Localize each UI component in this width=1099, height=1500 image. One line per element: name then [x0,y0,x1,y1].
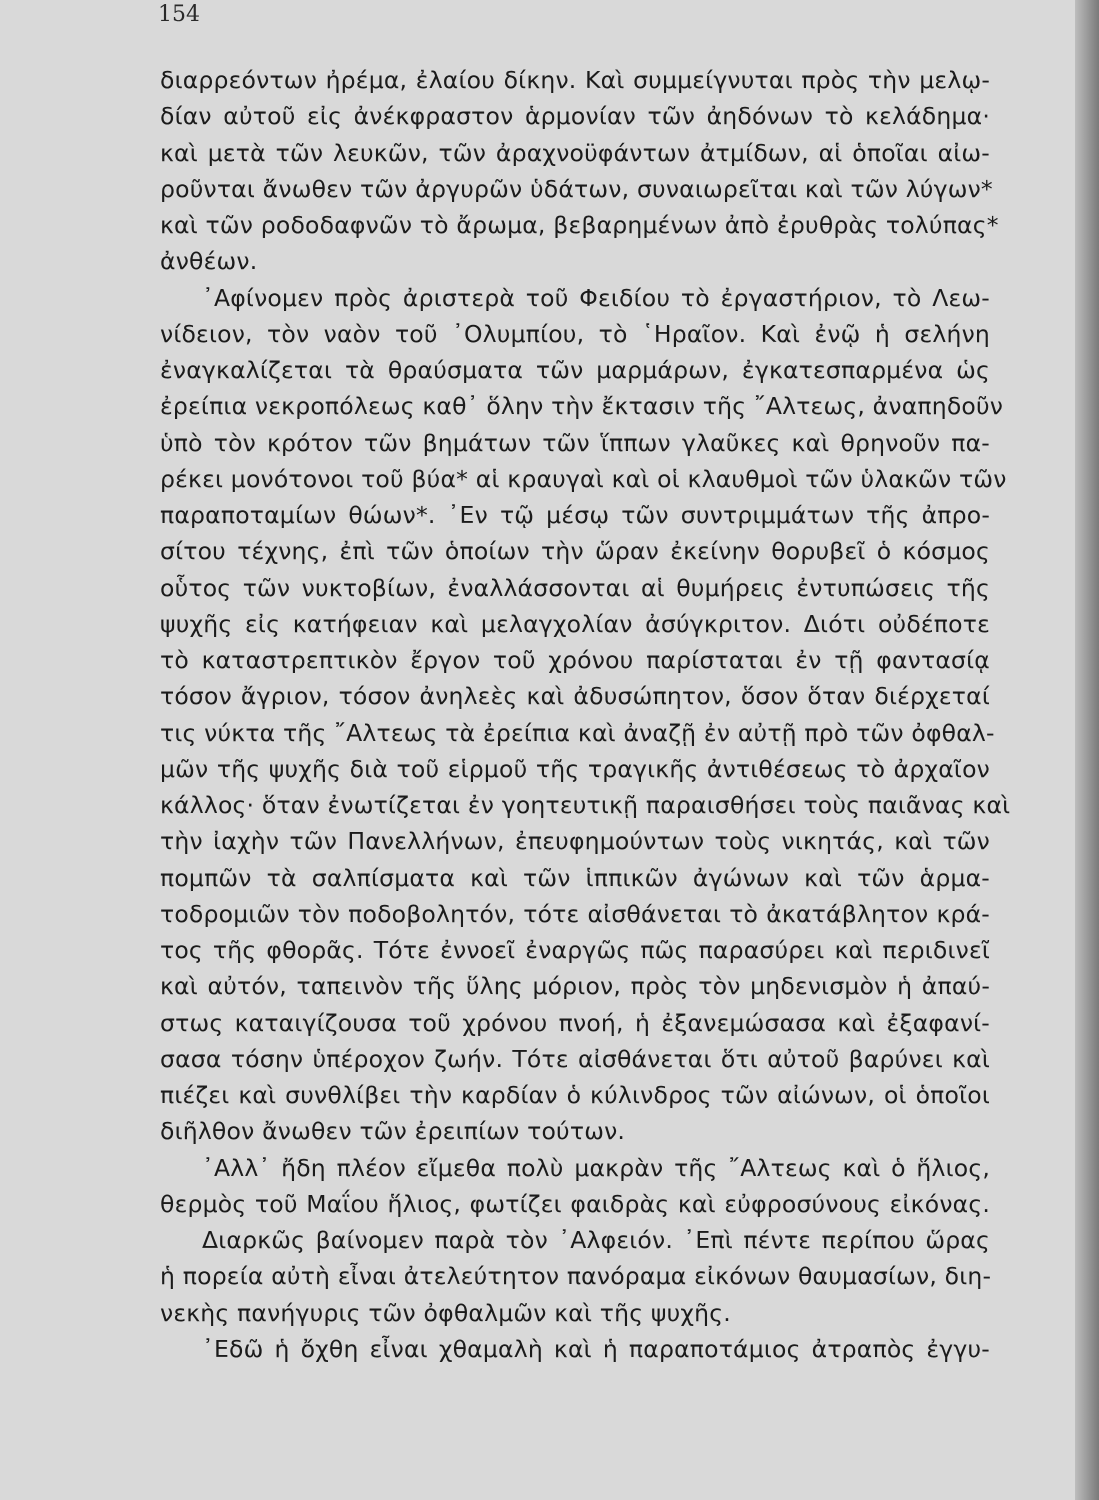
text-line: Διαρκῶς βαίνομεν παρὰ τὸν ᾿Αλφειόν. ᾿Επὶ πέντε περίπου ὥρας [202,1226,990,1254]
text-line: ᾿Εδῶ ἡ ὄχθη εἶναι χθαμαλὴ καὶ ἡ παραποτάμιος ἀτραπὸς ἐγγυ- [202,1334,990,1363]
text-line: διαρρεόντων ἠρέμα, ἐλαίου δίκην. Καὶ συμμείγνυται πρὸς τὴν μελῳ- [160,66,990,94]
text-line: τοδρομιῶν τὸν ποδοβολητόν, τότε αἰσθάνεται τὸ ἀκατάβλητον κρά- [160,899,990,928]
text-line: ἐναγκαλίζεται τὰ θραύσματα τῶν μαρμάρων, ἐγκατεσπαρμένα ὡς [160,356,990,384]
text-line: διῆλθον ἄνωθεν τῶν ἐρειπίων τούτων. [160,1117,626,1146]
text-line: πομπῶν τὰ σαλπίσματα καὶ τῶν ἱππικῶν ἀγώνων καὶ τῶν ἁρμα- [160,863,990,892]
text-line: νεκὴς πανήγυρις τῶν ὀφθαλμῶν καὶ τῆς ψυχῆς. [160,1298,731,1327]
page-edge-shadow [1075,0,1099,1500]
text-line: ὑπὸ τὸν κρότον τῶν βημάτων τῶν ἵππων γλαῦκες καὶ θρηνοῦν πα- [160,428,990,457]
text-line: σίτου τέχνης, ἐπὶ τῶν ὁποίων τὴν ὥραν ἐκείνην θορυβεῖ ὁ κόσμος [160,537,990,566]
text-line: ροῦνται ἄνωθεν τῶν ἀργυρῶν ὑδάτων, συναιωρεῖται καὶ τῶν λύγων* [160,174,993,203]
text-line: τος τῆς φθορᾶς. Τότε ἐννοεῖ ἐναργῶς πῶς παρασύρει καὶ περιδινεῖ [160,936,990,964]
text-line: τις νύκτα τῆς ῎Αλτεως τὰ ἐρείπια καὶ ἀναζῇ ἐν αὐτῇ πρὸ τῶν ὀφθαλ- [160,718,995,747]
text-line: ἡ πορεία αὐτὴ εἶναι ἀτελεύτητον πανόραμα εἰκόνων θαυμασίων, διη- [160,1262,992,1291]
text-line: ρέκει μονότονοι τοῦ βύα* αἱ κραυγαὶ καὶ οἱ κλαυθμοὶ τῶν ὑλακῶν τῶν [160,464,1007,493]
text-line: ᾿Αλλ᾿ ἤδη πλέον εἴμεθα πολὺ μακρὰν τῆς ῎Αλτεως καὶ ὁ ἥλιος, [202,1153,990,1182]
text-line: τόσον ἄγριον, τόσον ἀνηλεὲς καὶ ἀδυσώπητον, ὅσον ὅταν διέρχεταί [160,682,990,711]
text-line: ἐρείπια νεκροπόλεως καθ᾿ ὅλην τὴν ἔκτασιν τῆς ῎Αλτεως, ἀναπηδοῦν [160,392,1004,421]
text-line: τὴν ἰαχὴν τῶν Πανελλήνων, ἐπευφημούντων τοὺς νικητάς, καὶ τῶν [160,827,990,856]
text-line: θερμὸς τοῦ Μαΐου ἥλιος, φωτίζει φαιδρὰς καὶ εὐφροσύνους εἰκόνας. [160,1189,990,1218]
text-line: σασα τόσην ὑπέροχον ζωήν. Τότε αἰσθάνεται ὅτι αὐτοῦ βαρύνει καὶ [160,1044,990,1073]
text-line: δίαν αὐτοῦ εἰς ἀνέκφραστον ἁρμονίαν τῶν ἀηδόνων τὸ κελάδημα· [160,102,990,131]
text-line: οὗτος τῶν νυκτοβίων, ἐναλλάσσονται αἱ θυμήρεις ἐντυπώσεις τῆς [160,573,990,602]
page-number: 154 [158,2,200,27]
text-line: στως καταιγίζουσα τοῦ χρόνου πνοή, ἡ ἐξανεμώσασα καὶ ἐξαφανί- [160,1008,990,1037]
text-line: κάλλος· ὅταν ἐνωτίζεται ἐν γοητευτικῇ παραισθήσει τοὺς παιᾶνας καὶ [160,791,1011,819]
text-line: καὶ τῶν ροδοδαφνῶν τὸ ἄρωμα, βεβαρημένων ἀπὸ ἐρυθρὰς τολύπας* [160,211,999,239]
text-line: καὶ αὐτόν, ταπεινὸν τῆς ὕλης μόριον, πρὸς τὸν μηδενισμὸν ἡ ἀπαύ- [160,972,990,1001]
text-line: παραποταμίων θώων*. ᾿Εν τῷ μέσῳ τῶν συντριμμάτων τῆς ἀπρο- [160,501,990,529]
text-line: πιέζει καὶ συνθλίβει τὴν καρδίαν ὁ κύλινδρος τῶν αἰώνων, οἱ ὁποῖοι [160,1081,990,1109]
text-line: τὸ καταστρεπτικὸν ἔργον τοῦ χρόνου παρίσταται ἐν τῇ φαντασίᾳ [160,646,990,674]
text-line: μῶν τῆς ψυχῆς διὰ τοῦ εἱρμοῦ τῆς τραγικῆς ἀντιθέσεως τὸ ἀρχαῖον [160,754,990,783]
text-line: καὶ μετὰ τῶν λευκῶν, τῶν ἀραχνοϋφάντων ἀτμίδων, αἱ ὁποῖαι αἰω- [160,138,990,167]
text-line: ἀνθέων. [160,247,258,276]
body-text [160,62,1011,1367]
text-line: ᾿Αφίνομεν πρὸς ἀριστερὰ τοῦ Φειδίου τὸ ἐργαστήριον, τὸ Λεω- [202,283,990,312]
text-line: νίδειον, τὸν ναὸν τοῦ ᾿Ολυμπίου, τὸ ῾Ηραῖον. Καὶ ἐνῷ ἡ σελήνη [160,319,990,348]
text-line: ψυχῆς εἰς κατήφειαν καὶ μελαγχολίαν ἀσύγκριτον. Διότι οὐδέποτε [160,609,990,638]
